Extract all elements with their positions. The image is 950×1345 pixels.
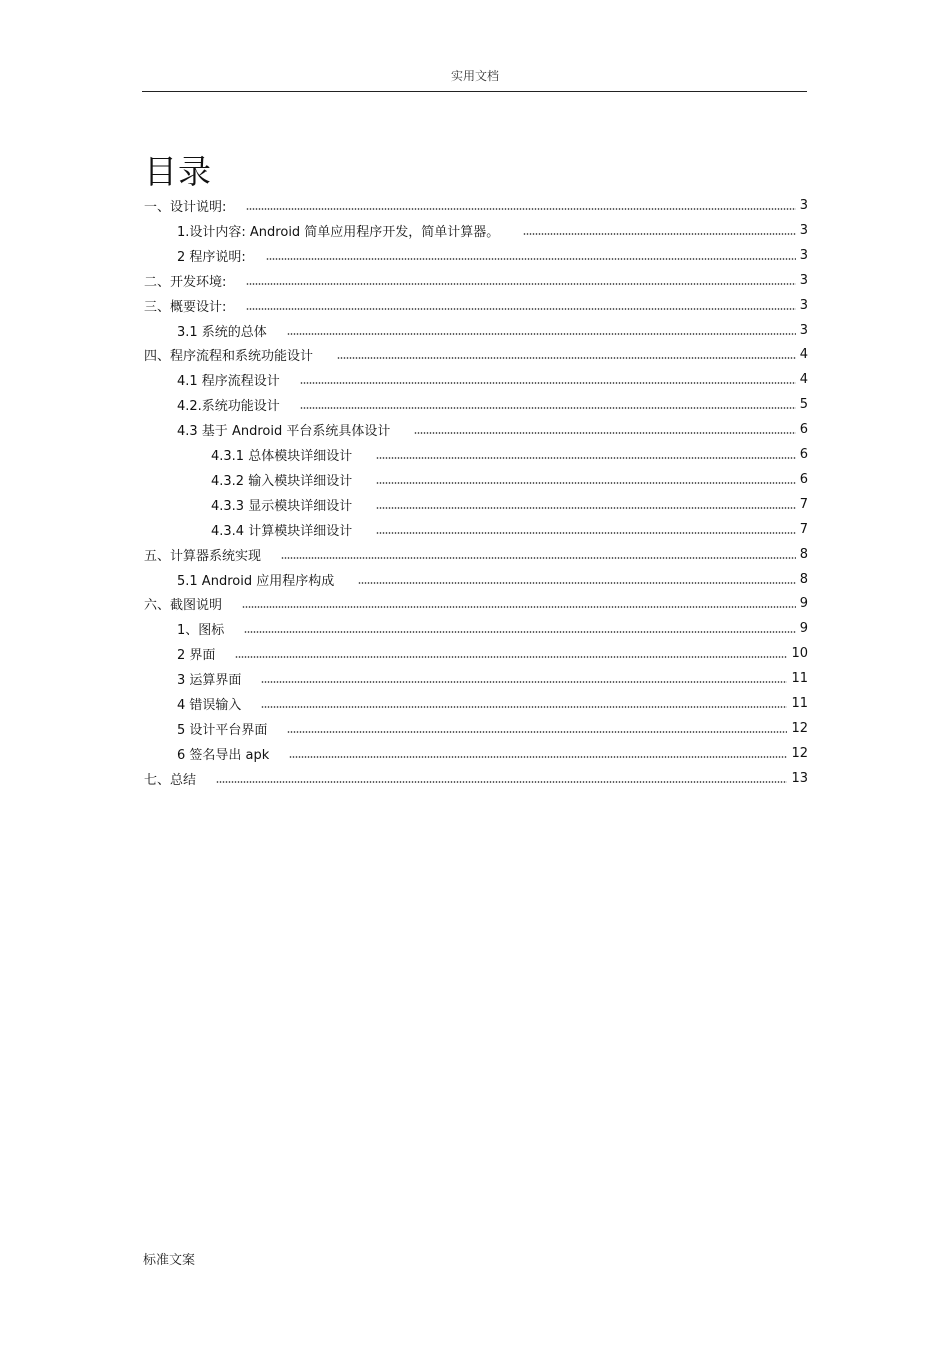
toc-leader-dots: [337, 357, 796, 359]
toc-entry-label: 三、概要设计:: [144, 299, 227, 315]
toc-entry[interactable]: [211, 470, 808, 488]
toc-leader-dots: [376, 482, 796, 484]
toc-entry-label: 4.2.系统功能设计: [177, 398, 280, 414]
toc-entry-label: 五、计算器系统实现: [144, 548, 262, 564]
toc-leader-dots: [261, 681, 787, 683]
toc-entry[interactable]: [144, 271, 808, 289]
toc-entry-page-number: 3: [799, 222, 808, 238]
toc-entry-page-number: 11: [791, 670, 808, 686]
toc-entry-label: 四、程序流程和系统功能设计: [144, 348, 314, 364]
toc-leader-dots: [216, 781, 787, 783]
toc-leader-dots: [246, 283, 795, 285]
toc-leader-dots: [246, 208, 795, 210]
toc-entry-page-number: 6: [799, 421, 808, 437]
toc-entry-label: 4.3 基于 Android 平台系统具体设计: [177, 423, 391, 439]
toc-entry-page-number: 5: [799, 396, 808, 412]
toc-entry[interactable]: [177, 370, 808, 388]
toc-leader-dots: [242, 606, 796, 608]
toc-entry[interactable]: [177, 644, 808, 662]
toc-entry[interactable]: [177, 744, 808, 762]
toc-entry[interactable]: [144, 296, 808, 314]
toc-entry-page-number: 7: [799, 521, 808, 537]
toc-entry-label: 4.3.2 输入模块详细设计: [211, 473, 353, 489]
toc-entry-page-number: 8: [799, 546, 808, 562]
toc-leader-dots: [414, 432, 795, 434]
toc-entry-page-number: 3: [799, 297, 808, 313]
toc-entry[interactable]: [211, 445, 808, 463]
page-footer: 标准文案: [143, 1253, 196, 1268]
toc-entry-page-number: 4: [799, 371, 808, 387]
toc-leader-dots: [376, 507, 796, 509]
toc-entry[interactable]: [177, 420, 808, 438]
toc-leader-dots: [289, 756, 787, 758]
toc-leader-dots: [281, 557, 796, 559]
toc-entry[interactable]: [144, 345, 808, 363]
toc-leader-dots: [287, 333, 796, 335]
toc-title: 目录: [144, 152, 212, 191]
toc-entry-page-number: 3: [799, 272, 808, 288]
toc-entry-page-number: 11: [791, 695, 808, 711]
toc-entry-page-number: 13: [791, 770, 808, 786]
toc-entry-page-number: 3: [799, 247, 808, 263]
toc-entry-label: 6 签名导出 apk: [177, 747, 270, 763]
page-header: 实用文档: [450, 69, 499, 83]
toc-entry[interactable]: [144, 769, 808, 787]
toc-entry-label: 二、开发环境:: [144, 274, 227, 290]
toc-entry[interactable]: [144, 196, 808, 214]
toc-entry[interactable]: [144, 594, 808, 612]
toc-entry-label: 4 错误输入: [177, 697, 242, 713]
toc-leader-dots: [523, 233, 795, 235]
toc-entry-page-number: 8: [799, 571, 808, 587]
toc-entry[interactable]: [177, 570, 808, 588]
toc-entry-page-number: 3: [799, 322, 808, 338]
toc-entry[interactable]: [211, 520, 808, 538]
toc-entry-page-number: 7: [799, 496, 808, 512]
toc-entry-label: 4.1 程序流程设计: [177, 373, 280, 389]
toc-entry[interactable]: [211, 495, 808, 513]
toc-entry-label: 5 设计平台界面: [177, 722, 268, 738]
toc-leader-dots: [300, 382, 796, 384]
toc-leader-dots: [244, 631, 795, 633]
toc-entry-page-number: 9: [799, 620, 808, 636]
toc-entry-label: 4.3.3 显示模块详细设计: [211, 498, 353, 514]
toc-entry-label: 5.1 Android 应用程序构成: [177, 573, 335, 589]
toc-leader-dots: [300, 407, 796, 409]
toc-entry-label: 2 程序说明:: [177, 249, 246, 265]
toc-entry-label: 1、图标: [177, 622, 225, 638]
toc-entry[interactable]: [177, 719, 808, 737]
toc-entry-label: 七、总结: [144, 772, 197, 788]
toc-entry[interactable]: [177, 619, 808, 637]
toc-entry-page-number: 12: [791, 720, 808, 736]
toc-entry-label: 2 界面: [177, 647, 216, 663]
toc-entry-page-number: 3: [799, 197, 808, 213]
toc-entry[interactable]: [177, 221, 808, 239]
toc-leader-dots: [235, 656, 787, 658]
toc-leader-dots: [287, 731, 787, 733]
toc-entry-page-number: 6: [799, 446, 808, 462]
toc-leader-dots: [261, 706, 787, 708]
toc-entry-label: 3 运算界面: [177, 672, 242, 688]
toc-entry-page-number: 12: [791, 745, 808, 761]
toc-entry-label: 六、截图说明: [144, 597, 223, 613]
toc-leader-dots: [376, 457, 796, 459]
toc-entry[interactable]: [177, 694, 808, 712]
toc-leader-dots: [376, 532, 796, 534]
toc-entry[interactable]: [177, 321, 808, 339]
toc-entry-label: 4.3.4 计算模块详细设计: [211, 523, 353, 539]
toc-entry-label: 1.设计内容: Android 简单应用程序开发，简单计算器。: [177, 224, 500, 240]
toc-entry-label: 一、设计说明:: [144, 199, 227, 215]
toc-entry[interactable]: [177, 669, 808, 687]
toc-entry-label: 4.3.1 总体模块详细设计: [211, 448, 353, 464]
toc-entry[interactable]: [144, 545, 808, 563]
toc-leader-dots: [358, 582, 796, 584]
toc-leader-dots: [246, 308, 795, 310]
toc-entry-page-number: 10: [791, 645, 808, 661]
toc-leader-dots: [266, 258, 796, 260]
toc-entry[interactable]: [177, 246, 808, 264]
toc-entry-page-number: 4: [799, 346, 808, 362]
toc-entry-page-number: 9: [799, 595, 808, 611]
toc-entry[interactable]: [177, 395, 808, 413]
toc-entry-label: 3.1 系统的总体: [177, 324, 267, 340]
toc-entry-page-number: 6: [799, 471, 808, 487]
